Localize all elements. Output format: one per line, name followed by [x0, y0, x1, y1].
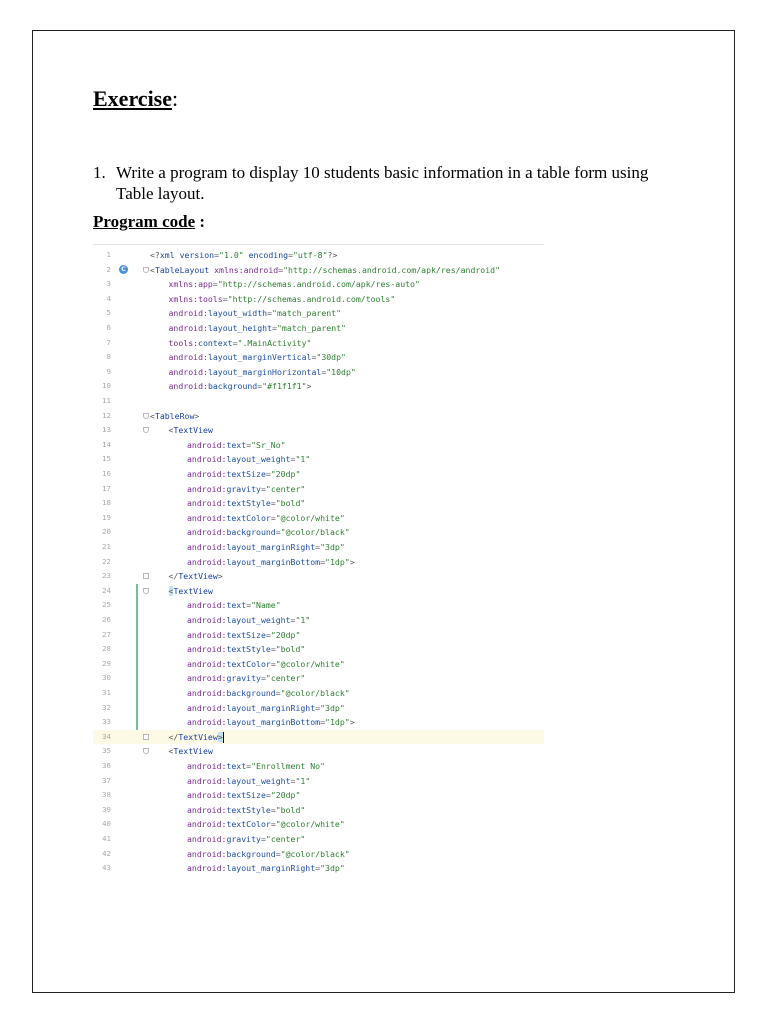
code-line — [93, 306, 544, 321]
code-text: android:background="@color/black" — [187, 527, 350, 538]
code-line — [93, 686, 544, 701]
fold-toggle-icon[interactable] — [143, 413, 149, 419]
exercise-list — [93, 162, 653, 204]
code-line — [93, 657, 544, 672]
code-line — [93, 744, 544, 759]
fold-toggle-icon[interactable] — [143, 427, 149, 433]
line-number: 8 — [106, 352, 111, 362]
code-text: android:textStyle="bold" — [187, 644, 306, 655]
code-text: android:layout_weight="1" — [187, 454, 311, 465]
code-text: android:layout_marginBottom="1dp"> — [187, 717, 355, 728]
line-number: 33 — [102, 717, 111, 727]
line-number: 21 — [102, 542, 111, 551]
fold-toggle-icon[interactable] — [143, 573, 149, 579]
code-text: android:layout_marginHorizontal="10dp" — [168, 366, 356, 377]
code-line — [93, 671, 544, 686]
code-line — [93, 423, 544, 438]
line-number: 38 — [102, 790, 111, 800]
program-code-label: Program code — [93, 212, 196, 231]
code-text: android:background="@color/black" — [187, 848, 350, 859]
line-number: 30 — [102, 673, 111, 683]
line-number: 42 — [102, 848, 111, 858]
line-number: 16 — [102, 469, 111, 478]
code-line — [93, 496, 544, 511]
code-text: <?xml version="1.0" encoding="utf-8"?> — [150, 250, 338, 260]
code-text: android:layout_weight="1" — [187, 775, 311, 786]
code-text: android:text="Name" — [187, 600, 281, 611]
line-number: 3 — [106, 279, 111, 289]
code-text: android:textSize="20dp" — [187, 790, 301, 801]
line-number: 32 — [102, 702, 111, 712]
line-number: 27 — [102, 629, 111, 639]
line-number: 12 — [102, 410, 111, 420]
line-number: 5 — [106, 308, 111, 318]
code-line — [93, 613, 544, 628]
code-text: xmlns:app="http://schemas.android.com/apk/res-auto" — [168, 279, 420, 290]
line-number: 24 — [102, 585, 111, 595]
exercise-colon: : — [172, 86, 179, 111]
code-line — [93, 715, 544, 730]
code-text: android:layout_marginRight="3dp" — [187, 542, 345, 552]
code-line — [93, 409, 544, 424]
fold-toggle-icon[interactable] — [143, 734, 149, 740]
code-text: android:layout_weight="1" — [187, 615, 311, 625]
code-line — [93, 511, 544, 526]
code-text: <TextView — [168, 746, 213, 757]
line-number: 7 — [106, 337, 111, 347]
code-text: android:gravity="center" — [187, 834, 306, 844]
code-editor-screenshot — [93, 244, 544, 879]
line-number: 20 — [102, 527, 111, 537]
text-cursor — [223, 732, 224, 743]
code-text: android:background="#f1f1f1"> — [168, 381, 312, 392]
fold-toggle-icon[interactable] — [143, 267, 149, 273]
line-number: 18 — [102, 498, 111, 508]
code-text: android:gravity="center" — [187, 673, 306, 684]
line-number: 40 — [102, 819, 111, 829]
code-text: android:layout_height="match_parent" — [168, 323, 346, 333]
line-number: 11 — [102, 396, 111, 405]
code-line — [93, 788, 544, 803]
code-text: android:textColor="@color/white" — [187, 819, 345, 830]
code-text: android:layout_marginVertical="30dp" — [168, 352, 346, 363]
line-number: 10 — [102, 381, 111, 391]
line-number: 39 — [102, 804, 111, 814]
code-text: android:layout_marginRight="3dp" — [187, 702, 345, 713]
code-line — [93, 803, 544, 818]
code-text: android:textSize="20dp" — [187, 469, 301, 479]
code-line — [93, 321, 544, 336]
code-text: <TableRow> — [150, 410, 200, 421]
line-number: 14 — [102, 439, 111, 449]
line-number: 25 — [102, 600, 111, 610]
code-line — [93, 701, 544, 716]
code-text: tools:context=".MainActivity" — [168, 337, 312, 348]
exercise-text: Write a program to display 10 students basic information in a table form using Table layout. — [116, 163, 649, 203]
code-line — [93, 540, 544, 555]
code-line — [93, 365, 544, 380]
line-number: 17 — [102, 483, 111, 493]
line-number: 22 — [102, 556, 111, 566]
line-number: 23 — [102, 571, 111, 581]
code-line — [93, 438, 544, 453]
line-number: 29 — [102, 658, 111, 668]
class-marker-icon[interactable]: C — [119, 265, 128, 274]
code-text: android:text="Enrollment No" — [187, 761, 326, 771]
line-number: 6 — [106, 323, 111, 332]
code-text: <TableLayout xmlns:android="http://schemas.android.com/apk/res/android" — [150, 264, 501, 275]
code-line — [93, 847, 544, 862]
code-line — [93, 555, 544, 570]
code-line — [93, 248, 544, 263]
exercise-heading — [93, 86, 178, 112]
program-code-colon: : — [195, 212, 206, 231]
code-text: <TextView — [168, 585, 213, 596]
line-number: 1 — [106, 250, 111, 259]
code-line — [93, 642, 544, 657]
code-text: android:gravity="center" — [187, 483, 306, 494]
code-text: android:textStyle="bold" — [187, 804, 306, 815]
code-text: android:layout_marginRight="3dp" — [187, 863, 345, 874]
exercise-title: Exercise — [93, 86, 173, 111]
code-text: android:text="Sr_No" — [187, 439, 286, 450]
line-number: 34 — [102, 731, 111, 741]
line-number: 36 — [102, 761, 111, 770]
code-line — [93, 277, 544, 292]
code-line — [93, 292, 544, 307]
line-number: 35 — [102, 746, 111, 756]
code-line — [93, 861, 544, 876]
code-line — [93, 628, 544, 643]
code-line — [93, 584, 544, 599]
code-line — [93, 452, 544, 467]
code-text: android:layout_marginBottom="1dp"> — [187, 556, 355, 567]
fold-toggle-icon[interactable] — [143, 588, 149, 594]
code-line — [93, 569, 544, 584]
code-line — [93, 379, 544, 394]
code-text: android:textSize="20dp" — [187, 629, 301, 640]
code-line — [93, 263, 544, 278]
line-number: 41 — [102, 834, 111, 843]
line-number: 28 — [102, 644, 111, 654]
code-line — [93, 598, 544, 613]
code-text: xmlns:tools="http://schemas.android.com/tools" — [168, 293, 396, 304]
line-number: 15 — [102, 454, 111, 464]
line-number: 26 — [102, 615, 111, 624]
code-text: android:background="@color/black" — [187, 688, 350, 698]
code-text: android:textColor="@color/white" — [187, 512, 345, 523]
line-number: 43 — [102, 863, 111, 873]
code-line — [93, 350, 544, 365]
line-number: 37 — [102, 775, 111, 785]
code-text: <TextView — [168, 425, 213, 436]
code-text: </TextView> — [168, 571, 223, 582]
code-text: android:textStyle="bold" — [187, 498, 306, 509]
code-line — [93, 394, 544, 409]
code-line — [93, 759, 544, 774]
exercise-number: 1. — [93, 163, 106, 182]
code-line — [93, 832, 544, 847]
line-number: 31 — [102, 688, 111, 697]
code-line — [93, 525, 544, 540]
line-number: 19 — [102, 512, 111, 522]
code-text: android:layout_width="match_parent" — [168, 308, 342, 319]
line-number: 9 — [106, 366, 111, 376]
code-line — [93, 467, 544, 482]
code-line — [93, 817, 544, 832]
code-line — [93, 730, 544, 745]
code-text: android:textColor="@color/white" — [187, 658, 345, 669]
code-text: </TextView> — [168, 731, 223, 742]
program-code-heading — [93, 212, 205, 232]
line-number: 2 — [106, 264, 111, 274]
line-number: 4 — [106, 293, 111, 303]
code-line — [93, 774, 544, 789]
code-line — [93, 336, 544, 351]
fold-toggle-icon[interactable] — [143, 748, 149, 754]
line-number: 13 — [102, 425, 111, 435]
code-line — [93, 482, 544, 497]
